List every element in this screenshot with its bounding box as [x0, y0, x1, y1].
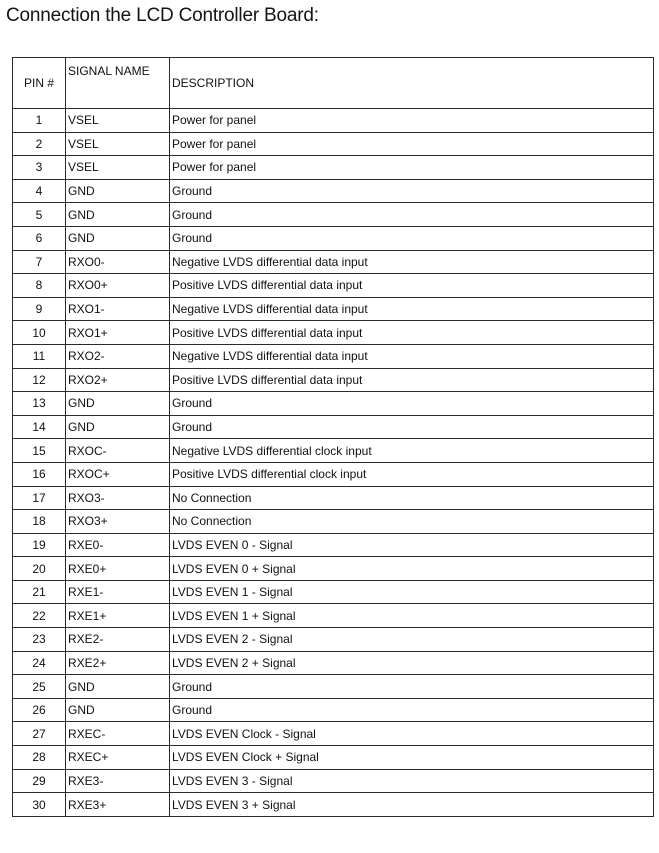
pin-number-cell: 15: [13, 439, 66, 463]
table-row: [13, 297, 654, 321]
table-row: [13, 580, 654, 604]
description-cell: Positive LVDS differential data input: [170, 274, 654, 298]
signal-name-cell: RXO1+: [66, 321, 170, 345]
signal-name-cell: RXE3-: [66, 769, 170, 793]
table-row: [13, 109, 654, 133]
description-cell: LVDS EVEN 3 + Signal: [170, 793, 654, 817]
description-cell: Positive LVDS differential data input: [170, 321, 654, 345]
description-cell: Negative LVDS differential data input: [170, 250, 654, 274]
pin-number-cell: 5: [13, 203, 66, 227]
description-cell: No Connection: [170, 510, 654, 534]
description-cell: LVDS EVEN 0 - Signal: [170, 533, 654, 557]
pin-number-cell: 14: [13, 415, 66, 439]
signal-name-cell: RXE0+: [66, 557, 170, 581]
description-cell: Ground: [170, 203, 654, 227]
table-row: [13, 628, 654, 652]
table-row: [13, 321, 654, 345]
pin-number-cell: 16: [13, 462, 66, 486]
description-cell: Ground: [170, 698, 654, 722]
signal-name-cell: RXOC+: [66, 462, 170, 486]
pin-number-cell: 26: [13, 698, 66, 722]
signal-name-cell: RXE2-: [66, 628, 170, 652]
table-row: [13, 226, 654, 250]
pin-number-cell: 9: [13, 297, 66, 321]
description-cell: LVDS EVEN Clock - Signal: [170, 722, 654, 746]
table-row: [13, 675, 654, 699]
table-row: [13, 462, 654, 486]
table-row: [13, 156, 654, 180]
signal-name-cell: GND: [66, 203, 170, 227]
signal-name-cell: GND: [66, 226, 170, 250]
signal-name-cell: RXO0+: [66, 274, 170, 298]
description-cell: LVDS EVEN Clock + Signal: [170, 746, 654, 770]
pin-number-cell: 24: [13, 651, 66, 675]
signal-name-cell: RXO2-: [66, 344, 170, 368]
signal-name-header: SIGNAL NAME: [66, 58, 170, 109]
description-cell: Negative LVDS differential clock input: [170, 439, 654, 463]
signal-name-cell: RXE1+: [66, 604, 170, 628]
signal-name-cell: RXEC+: [66, 746, 170, 770]
pin-number-cell: 29: [13, 769, 66, 793]
pin-number-cell: 18: [13, 510, 66, 534]
pin-number-cell: 13: [13, 392, 66, 416]
table-row: [13, 415, 654, 439]
table-row: [13, 203, 654, 227]
pin-number-cell: 3: [13, 156, 66, 180]
signal-name-cell: RXE3+: [66, 793, 170, 817]
pin-number-cell: 21: [13, 580, 66, 604]
signal-name-cell: GND: [66, 415, 170, 439]
description-cell: Ground: [170, 415, 654, 439]
signal-name-cell: RXO3+: [66, 510, 170, 534]
signal-name-cell: GND: [66, 675, 170, 699]
description-header: DESCRIPTION: [170, 58, 654, 109]
description-cell: LVDS EVEN 2 + Signal: [170, 651, 654, 675]
description-cell: Ground: [170, 392, 654, 416]
signal-name-cell: RXE2+: [66, 651, 170, 675]
pin-number-cell: 17: [13, 486, 66, 510]
pin-number-cell: 10: [13, 321, 66, 345]
signal-name-cell: VSEL: [66, 156, 170, 180]
signal-name-cell: VSEL: [66, 132, 170, 156]
signal-name-cell: RXO3-: [66, 486, 170, 510]
pin-number-cell: 12: [13, 368, 66, 392]
table-row: [13, 651, 654, 675]
pin-number-cell: 6: [13, 226, 66, 250]
table-body: [13, 109, 654, 817]
pin-number-cell: 11: [13, 344, 66, 368]
description-cell: Ground: [170, 675, 654, 699]
signal-name-cell: RXE0-: [66, 533, 170, 557]
description-cell: Power for panel: [170, 132, 654, 156]
signal-name-cell: GND: [66, 392, 170, 416]
pin-number-cell: 8: [13, 274, 66, 298]
description-cell: LVDS EVEN 3 - Signal: [170, 769, 654, 793]
description-cell: Negative LVDS differential data input: [170, 344, 654, 368]
table-row: [13, 392, 654, 416]
page-title: Connection the LCD Controller Board:: [6, 5, 319, 26]
pin-number-header: PIN #: [13, 58, 66, 109]
table-row: [13, 368, 654, 392]
pin-number-cell: 1: [13, 109, 66, 133]
signal-name-cell: RXO1-: [66, 297, 170, 321]
table-row: [13, 179, 654, 203]
description-cell: Ground: [170, 226, 654, 250]
pin-number-cell: 20: [13, 557, 66, 581]
description-cell: LVDS EVEN 1 - Signal: [170, 580, 654, 604]
pin-number-cell: 19: [13, 533, 66, 557]
table-row: [13, 769, 654, 793]
pin-number-cell: 2: [13, 132, 66, 156]
table-row: [13, 793, 654, 817]
signal-name-cell: RXEC-: [66, 722, 170, 746]
signal-name-cell: RXO2+: [66, 368, 170, 392]
table-row: [13, 132, 654, 156]
table-row: [13, 557, 654, 581]
table-row: [13, 698, 654, 722]
description-cell: Positive LVDS differential data input: [170, 368, 654, 392]
table-row: [13, 510, 654, 534]
table-row: [13, 722, 654, 746]
description-cell: Ground: [170, 179, 654, 203]
pin-number-cell: 30: [13, 793, 66, 817]
description-cell: LVDS EVEN 2 - Signal: [170, 628, 654, 652]
table-row: [13, 533, 654, 557]
pin-number-cell: 25: [13, 675, 66, 699]
pin-number-cell: 27: [13, 722, 66, 746]
signal-name-cell: GND: [66, 698, 170, 722]
pin-number-cell: 22: [13, 604, 66, 628]
description-cell: Negative LVDS differential data input: [170, 297, 654, 321]
signal-name-cell: RXO0-: [66, 250, 170, 274]
table-row: [13, 250, 654, 274]
description-cell: Positive LVDS differential clock input: [170, 462, 654, 486]
table-row: [13, 439, 654, 463]
pin-number-cell: 4: [13, 179, 66, 203]
pin-number-cell: 23: [13, 628, 66, 652]
pin-number-cell: 28: [13, 746, 66, 770]
table-row: [13, 344, 654, 368]
table-row: [13, 274, 654, 298]
signal-name-cell: GND: [66, 179, 170, 203]
table-row: [13, 486, 654, 510]
description-cell: Power for panel: [170, 109, 654, 133]
table-header-row: [13, 58, 654, 109]
signal-name-cell: RXOC-: [66, 439, 170, 463]
signal-name-cell: RXE1-: [66, 580, 170, 604]
pin-number-cell: 7: [13, 250, 66, 274]
pin-assignment-table: [12, 57, 654, 817]
table-row: [13, 746, 654, 770]
description-cell: Power for panel: [170, 156, 654, 180]
description-cell: No Connection: [170, 486, 654, 510]
table-row: [13, 604, 654, 628]
description-cell: LVDS EVEN 0 + Signal: [170, 557, 654, 581]
signal-name-cell: VSEL: [66, 109, 170, 133]
description-cell: LVDS EVEN 1 + Signal: [170, 604, 654, 628]
